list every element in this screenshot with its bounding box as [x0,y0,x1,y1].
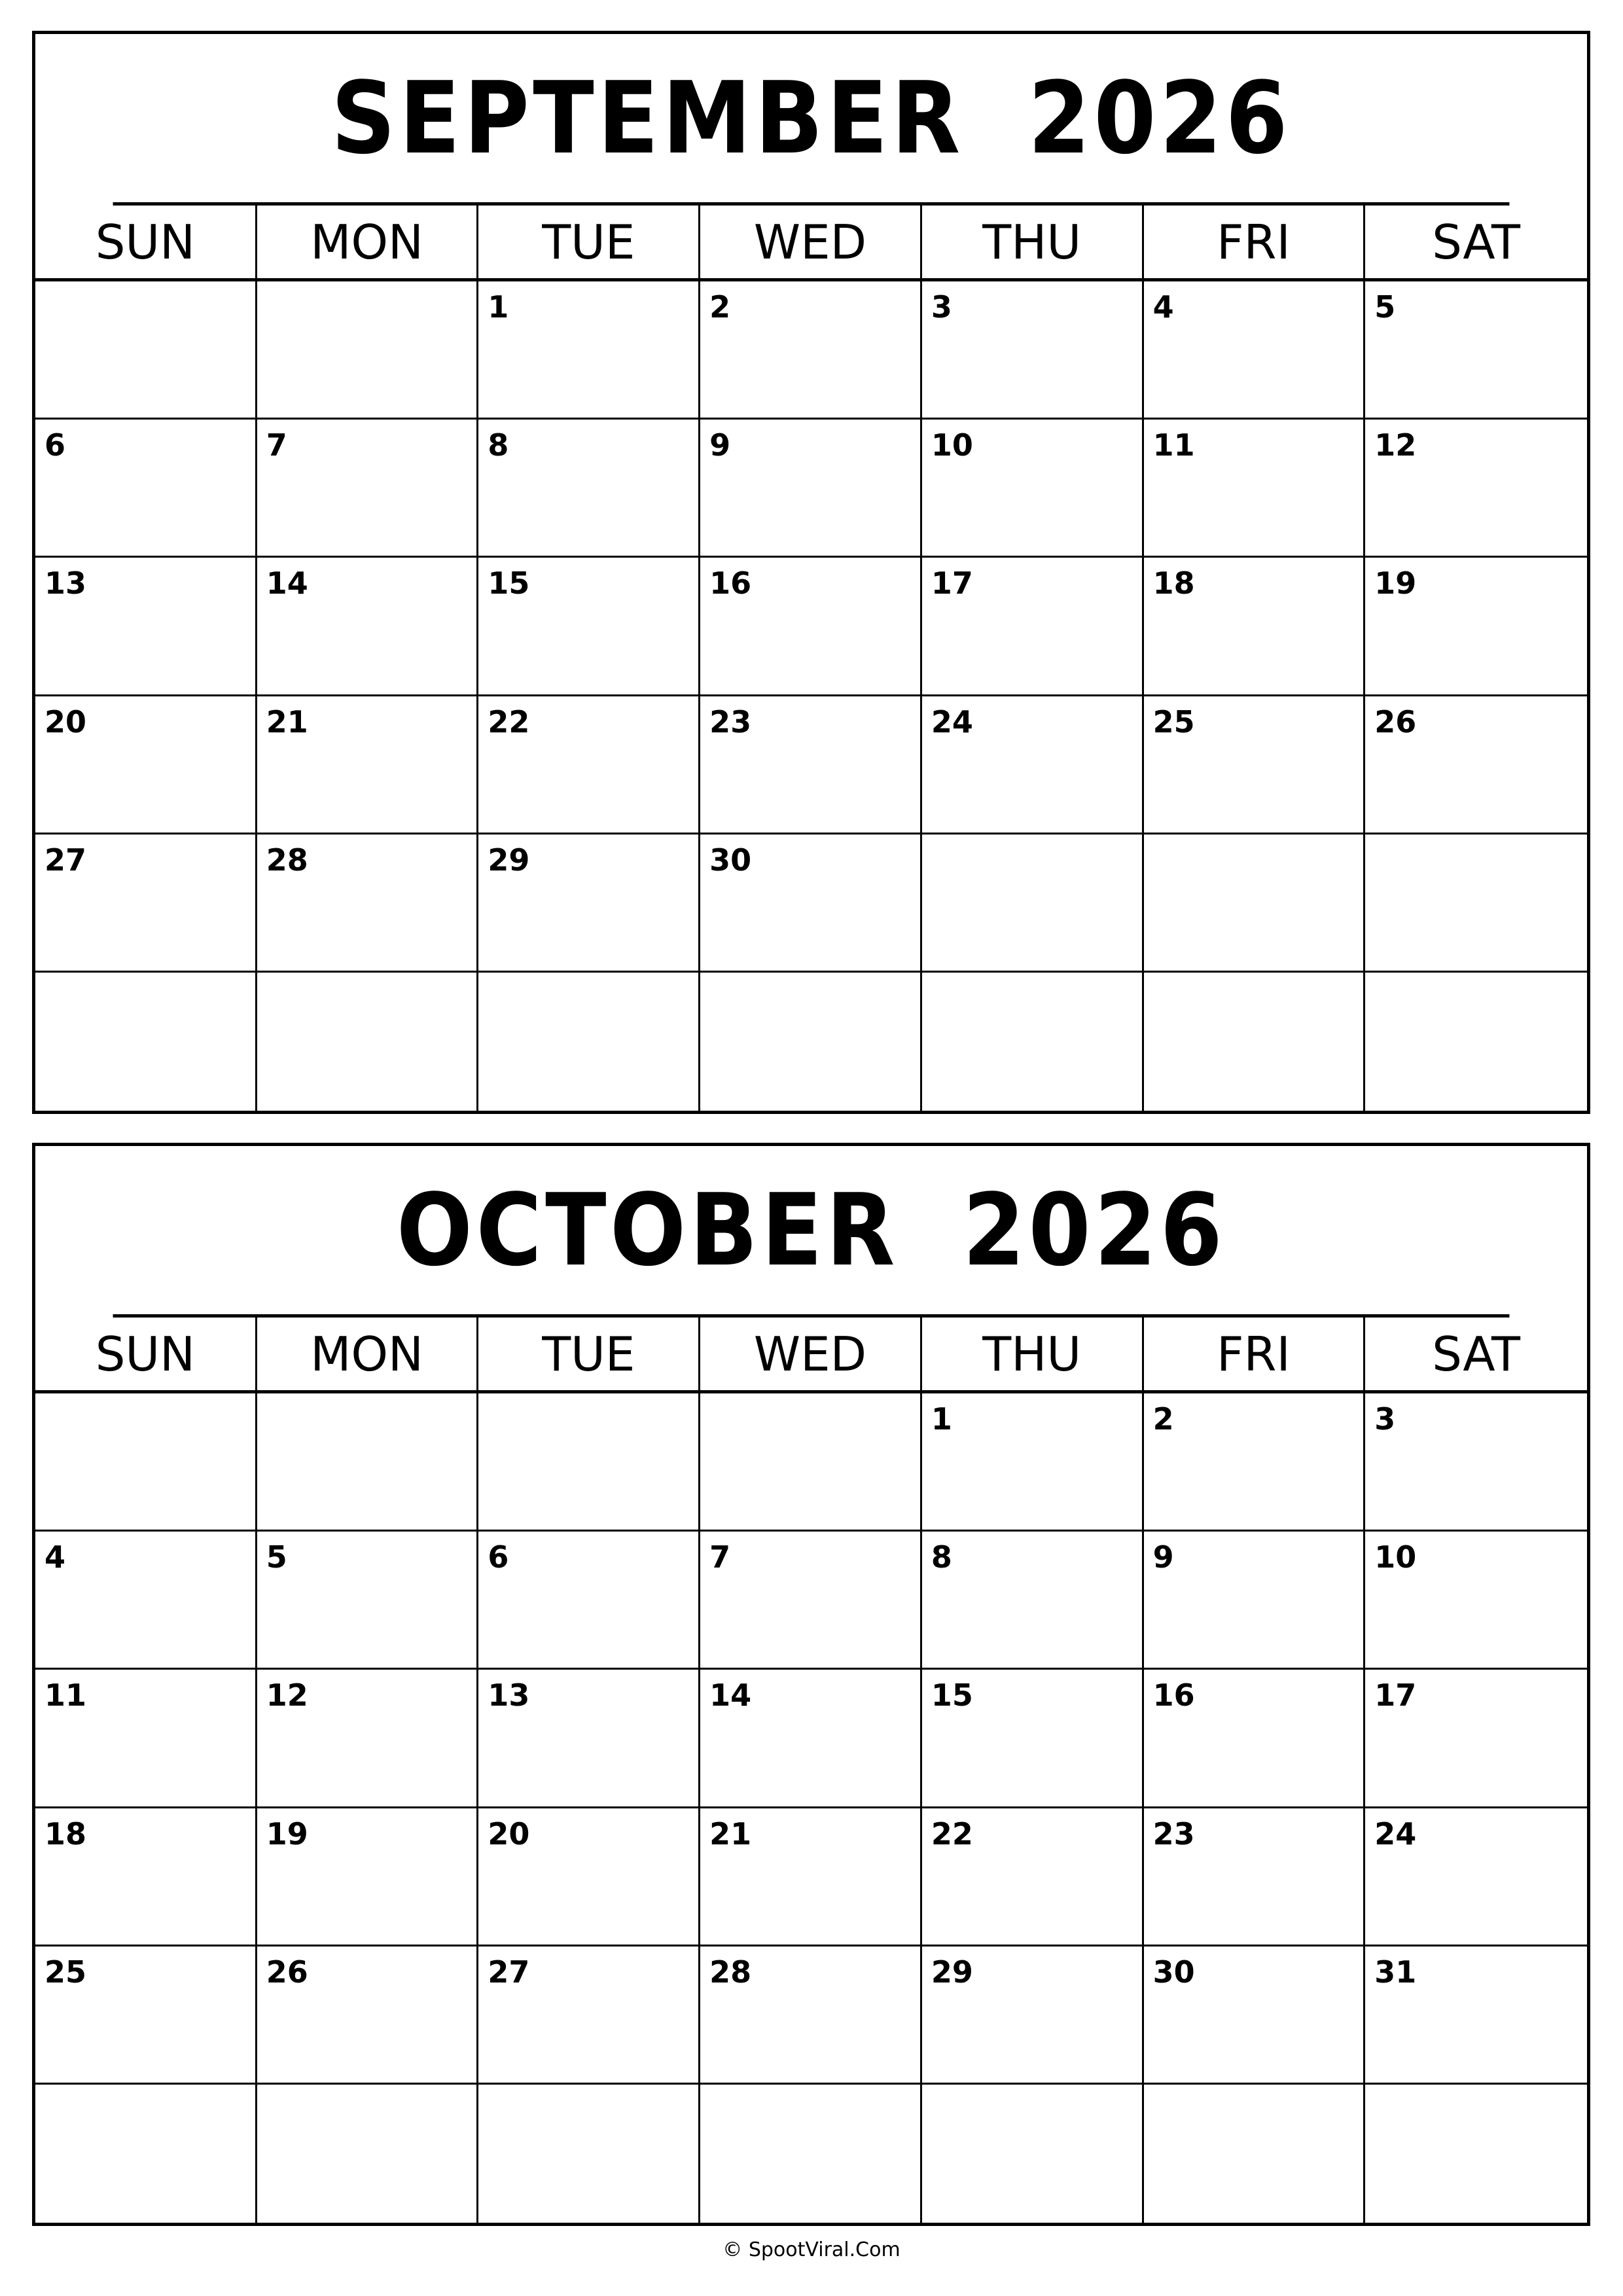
weekday-label: MON [257,206,479,278]
day-cell [257,1532,479,1668]
copyright-footer: © SpootViral.Com [722,2238,901,2261]
day-number: 11 [1152,427,1195,463]
day-cell [1365,420,1587,556]
day-number: 3 [931,289,952,325]
day-number: 28 [266,842,308,878]
calendar-month-october [32,1143,1590,2226]
day-number: 7 [266,427,287,463]
day-cell [1365,558,1587,694]
day-cell [922,1808,1144,1945]
day-cell [922,1946,1144,2083]
day-cell [35,2085,257,2223]
day-number: 13 [45,565,87,601]
day-cell [700,834,922,971]
day-number: 30 [709,842,752,878]
day-number: 16 [709,565,752,601]
day-cell [257,558,479,694]
day-cell [1144,696,1366,833]
day-number: 26 [266,1954,308,1990]
day-cell [700,2085,922,2223]
day-number: 16 [1152,1677,1195,1713]
day-number: 25 [45,1954,87,1990]
week-row [35,420,1587,558]
day-cell [35,281,257,418]
day-cell [1365,1946,1587,2083]
day-number: 1 [488,289,509,325]
day-cell [35,696,257,833]
day-cell [700,1670,922,1806]
day-cell [922,281,1144,418]
day-cell [35,1532,257,1668]
day-number: 29 [488,842,530,878]
day-cell [478,558,700,694]
day-number: 14 [709,1677,752,1713]
week-row [35,2085,1587,2223]
weekday-label: SUN [35,206,257,278]
day-cell [922,1532,1144,1668]
day-cell [257,1393,479,1530]
day-number: 17 [931,565,973,601]
day-cell [1144,1532,1366,1668]
day-cell [700,1808,922,1945]
day-cell [700,1393,922,1530]
day-number: 22 [931,1816,973,1852]
day-cell [1144,2085,1366,2223]
calendar-title: OCTOBER 2026 [113,1146,1510,1318]
weekday-header-row [35,206,1587,281]
weekday-label: THU [922,206,1144,278]
day-number: 24 [931,704,973,740]
day-cell [1365,1532,1587,1668]
day-number: 13 [488,1677,530,1713]
day-number: 19 [266,1816,308,1852]
week-row [35,1670,1587,1808]
day-cell [257,834,479,971]
week-row [35,973,1587,1111]
day-number: 18 [1152,565,1195,601]
day-cell [257,1670,479,1806]
day-number: 24 [1374,1816,1417,1852]
day-cell [478,2085,700,2223]
weekday-label: THU [922,1318,1144,1390]
weekday-label: MON [257,1318,479,1390]
day-cell [1144,834,1366,971]
day-number: 5 [1374,289,1396,325]
weekday-label: WED [700,1318,922,1390]
week-row [35,558,1587,696]
weekday-label: SAT [1432,214,1520,270]
day-cell [922,973,1144,1111]
day-cell [1144,281,1366,418]
week-row [35,696,1587,834]
day-cell [257,281,479,418]
day-cell [478,1808,700,1945]
day-cell [922,1670,1144,1806]
day-cell [1365,973,1587,1111]
day-number: 27 [45,842,87,878]
day-cell [1365,1808,1587,1945]
day-cell [257,2085,479,2223]
day-cell [1144,1393,1366,1530]
day-number: 6 [45,427,66,463]
day-cell [35,973,257,1111]
day-cell [257,1946,479,2083]
day-cell [257,1808,479,1945]
day-number: 8 [931,1539,952,1575]
weekday-label: TUE [478,1318,700,1390]
weekday-header-row [35,1318,1587,1393]
day-number: 22 [488,704,530,740]
day-number: 17 [1374,1677,1417,1713]
day-cell [922,696,1144,833]
day-number: 2 [1152,1401,1174,1437]
day-cell [1365,281,1587,418]
day-number: 9 [709,427,731,463]
day-cell [1365,1670,1587,1806]
day-cell [1365,834,1587,971]
day-number: 20 [45,704,87,740]
day-cell [700,420,922,556]
day-number: 5 [266,1539,287,1575]
weekday-label: SAT [1432,1326,1520,1382]
day-cell [478,1393,700,1530]
weekday-label: WED [700,206,922,278]
day-cell [478,1946,700,2083]
day-cell [1144,973,1366,1111]
weekday-label: TUE [478,206,700,278]
day-cell [257,420,479,556]
calendar-title: SEPTEMBER 2026 [113,34,1510,206]
day-cell [1365,1393,1587,1530]
week-row [35,1946,1587,2085]
day-cell [35,834,257,971]
day-number: 18 [45,1816,87,1852]
day-number: 3 [1374,1401,1396,1437]
week-row [35,834,1587,973]
day-number: 19 [1374,565,1417,601]
day-cell [478,696,700,833]
day-cell [1365,2085,1587,2223]
day-cell [257,696,479,833]
day-cell [478,973,700,1111]
day-number: 9 [1152,1539,1174,1575]
day-number: 15 [488,565,530,601]
day-cell [922,420,1144,556]
day-cell [922,834,1144,971]
day-number: 29 [931,1954,973,1990]
day-number: 28 [709,1954,752,1990]
day-number: 23 [709,704,752,740]
day-cell [35,1393,257,1530]
day-cell [478,1670,700,1806]
calendar-month-september [32,31,1590,1114]
day-cell [35,1946,257,2083]
day-cell [1144,1670,1366,1806]
day-cell [478,420,700,556]
day-number: 31 [1374,1954,1417,1990]
day-number: 7 [709,1539,731,1575]
day-cell [700,558,922,694]
day-cell [257,973,479,1111]
day-number: 8 [488,427,509,463]
day-cell [700,973,922,1111]
weekday-label: FRI [1144,1318,1366,1390]
day-cell [478,834,700,971]
day-number: 20 [488,1816,530,1852]
day-cell [700,281,922,418]
day-number: 4 [45,1539,66,1575]
day-number: 23 [1152,1816,1195,1852]
day-cell [1365,696,1587,833]
day-cell [35,420,257,556]
day-cell [1144,1946,1366,2083]
day-cell [700,1532,922,1668]
day-number: 6 [488,1539,509,1575]
day-number: 11 [45,1677,87,1713]
day-number: 2 [709,289,731,325]
day-cell [922,558,1144,694]
day-number: 26 [1374,704,1417,740]
week-row [35,1393,1587,1532]
week-row [35,1532,1587,1670]
day-cell [478,1532,700,1668]
day-cell [700,696,922,833]
day-number: 21 [266,704,308,740]
day-cell [922,2085,1144,2223]
day-number: 30 [1152,1954,1195,1990]
day-number: 27 [488,1954,530,1990]
weekday-label: SUN [35,1318,257,1390]
week-row [35,281,1587,420]
day-number: 10 [1374,1539,1417,1575]
day-number: 15 [931,1677,973,1713]
weekday-label: FRI [1144,206,1366,278]
day-cell [700,1946,922,2083]
day-number: 21 [709,1816,752,1852]
day-cell [1144,420,1366,556]
day-cell [922,1393,1144,1530]
day-number: 25 [1152,704,1195,740]
day-cell [1144,1808,1366,1945]
day-cell [478,281,700,418]
day-number: 12 [1374,427,1417,463]
day-cell [35,1670,257,1806]
day-cell [1144,558,1366,694]
day-number: 12 [266,1677,308,1713]
day-number: 4 [1152,289,1174,325]
day-number: 10 [931,427,973,463]
day-number: 1 [931,1401,952,1437]
day-cell [35,558,257,694]
day-cell [35,1808,257,1945]
day-number: 14 [266,565,308,601]
week-row [35,1808,1587,1946]
